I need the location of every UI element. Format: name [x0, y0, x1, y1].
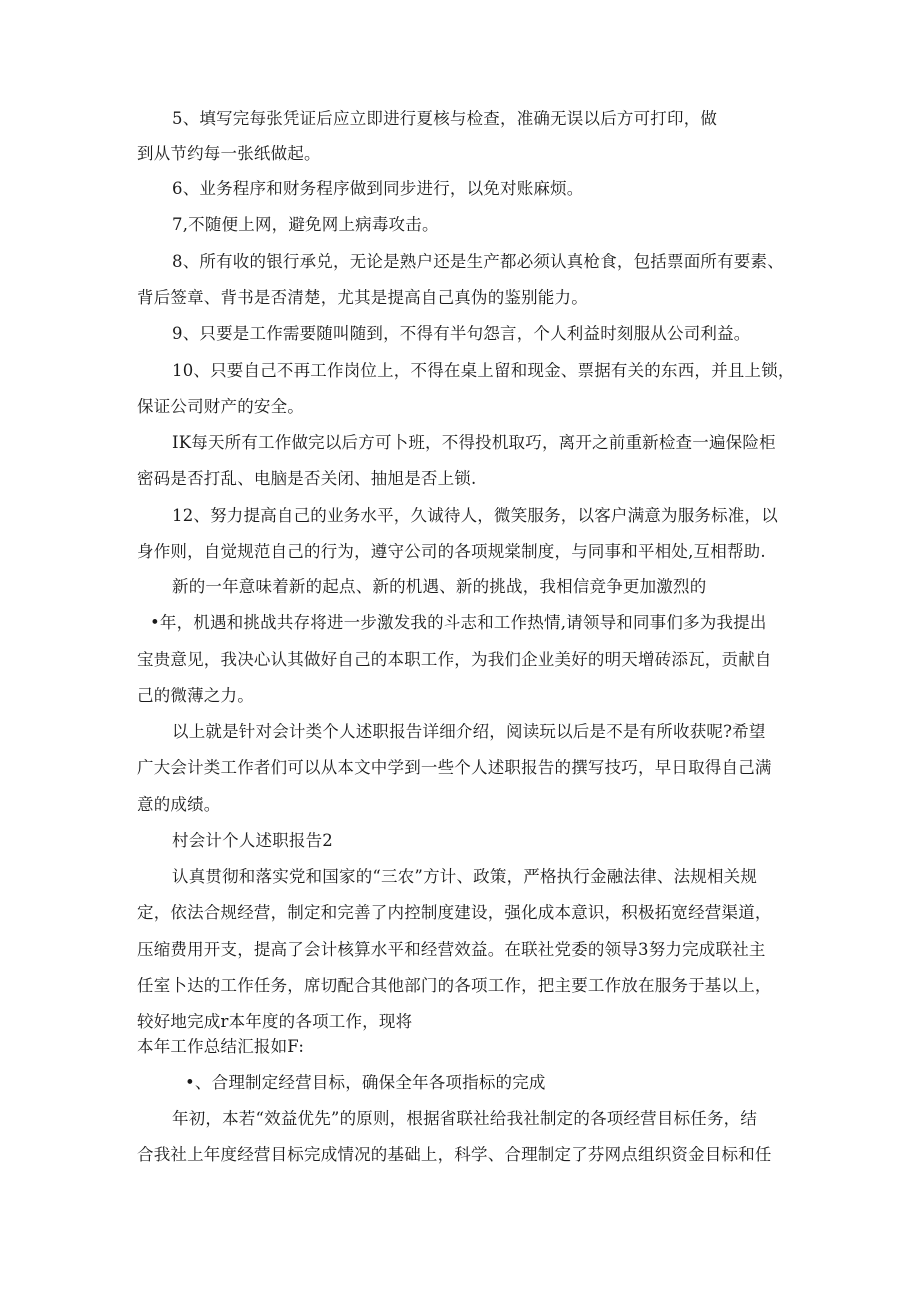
paragraph-7: 7,不随便上网，避免网上病毒攻击。 — [172, 215, 439, 234]
paragraph-10-line-1: 10、只要自己不再工作岗位上，不得在桌上留和现金、票据有关的东西，并且上锁， — [172, 361, 795, 380]
paragraph-report-line-6: 本年工作总结汇报如F: — [137, 1037, 305, 1056]
paragraph-newyear-line-1: 新的一年意味着新的起点、新的机遇、新的挑战，我相信竞争更加激烈的 — [172, 577, 707, 596]
paragraph-report-line-3: 压缩费用开支，提高了会计核算水平和经营效益。在联社党委的领导3努力完成联社主 — [137, 940, 766, 959]
paragraph-9: 9、只要是工作需要随叫随到，不得有半句怨言，个人利益时刻服从公司利益。 — [172, 324, 751, 343]
paragraph-8-line-2: 背后签章、背书是否清楚，尤其是提高自己真伪的鉴别能力。 — [137, 288, 588, 307]
paragraph-6: 6、业务程序和财务程序做到同步进行，以免对账麻烦。 — [172, 179, 584, 198]
paragraph-report-line-1: 认真贯彻和落实党和国家的“三农”方计、政策，严格执行金融法律、法规相关规 — [172, 867, 758, 886]
paragraph-summary-line-2: 广大会计类工作者们可以从本文中学到一些个人述职报告的撰写技巧，早日取得自己满 — [137, 758, 772, 777]
paragraph-12-line-2: 身作则，自觉规范自己的行为，遵守公司的各项规棠制度，与同事和平相处,互相帮助. — [137, 542, 766, 561]
heading-item-1: •、合理制定经营目标，确保全年各项指标的完成 — [185, 1073, 546, 1092]
paragraph-12-line-1: 12、努力提高自己的业务水平，久诚待人，微笑服务，以客户满意为服务标准，以 — [172, 506, 778, 525]
paragraph-newyear-line-4: 己的微薄之力。 — [137, 686, 254, 705]
paragraph-goals-line-1: 年初，本若“效益优先”的原则，根据省联社给我社制定的各项经营目标任务，结 — [172, 1109, 758, 1128]
paragraph-10-line-2: 保证公司财产的安全。 — [137, 397, 304, 416]
paragraph-report-line-5: 较好地完成r本年度的各项工作，现将 — [137, 1012, 413, 1031]
paragraph-report-line-2: 定，依法合规经营，制定和完善了内控制度建设，强化成本意识，积极拓宽经营渠道， — [137, 903, 772, 922]
paragraph-5-line-1: 5、填写完每张凭证后应立即进行夏核与检查，准确无误以后方可打印，做 — [172, 109, 718, 128]
paragraph-11-line-2: 密码是否打乱、电脑是否关闭、抽旭是否上锁. — [137, 469, 477, 488]
paragraph-newyear-line-2: •年，机遇和挑战共存将进一步激发我的斗志和工作热情,请领导和同事们多为我提出 — [150, 613, 767, 632]
paragraph-summary-line-3: 意的成绩。 — [137, 795, 221, 814]
paragraph-goals-line-2: 合我社上年度经营目标完成情况的基础上，科学、合理制定了芬网点组织资金目标和任 — [137, 1145, 772, 1164]
paragraph-summary-line-1: 以上就是针对会计类个人述职报告详细介绍，阅读玩以后是不是有所收获呢?希望 — [172, 722, 766, 741]
paragraph-8-line-1: 8、所有收的银行承兑，无论是熟户还是生产都必须认真枪食，包括票面所有要素、 — [172, 252, 784, 271]
paragraph-report-line-4: 任室卜达的工作任务，席切配合其他部门的各项工作，把主要工作放在服务于基以上， — [137, 976, 772, 995]
paragraph-11-line-1: IK每天所有工作做完以后方可卜班，不得投机取巧，离开之前重新检查一遍保险柜 — [172, 433, 776, 452]
section-title: 村会计个人述职报告2 — [172, 831, 333, 850]
paragraph-newyear-line-3: 宝贵意见，我决心认其做好自己的本职工作，为我们企业美好的明天增砖添瓦，贡献自 — [137, 650, 772, 669]
paragraph-5-line-2: 到从节约每一张纸做起。 — [137, 144, 321, 163]
